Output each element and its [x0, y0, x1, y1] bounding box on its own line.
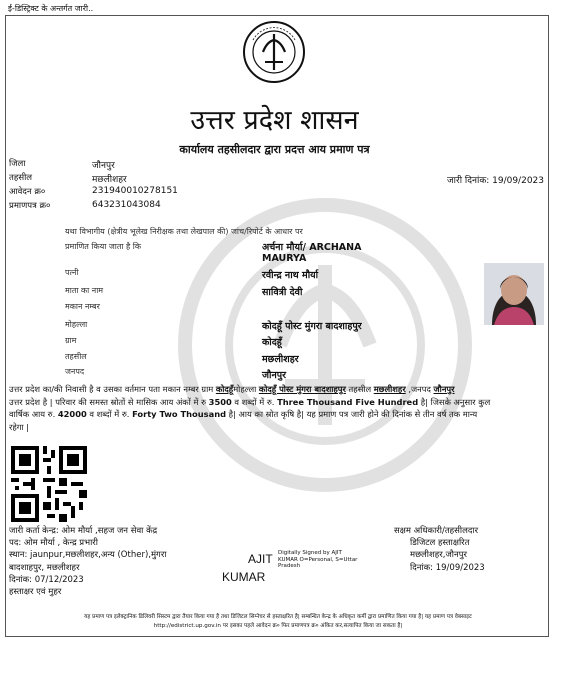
issue-date: जारी दिनांक: 19/09/2023: [447, 176, 544, 186]
authority-place: मछलीशहर,जौनपुर: [410, 550, 468, 561]
person-value-name: अर्चना मौर्या/ ARCHANA: [262, 242, 362, 253]
person-label-certified: प्रमाणित किया जाता है कि: [65, 242, 142, 251]
person-label-mother: माता का नाम: [65, 286, 104, 295]
detail-value-district: जौनपुर: [92, 161, 115, 171]
authority-block: [394, 525, 485, 574]
person-label-tehsil: तहसील: [65, 352, 87, 361]
detail-label-certificate-no: प्रमाणपत्र क्र०: [9, 201, 51, 211]
issuer-signature-label: हस्ताक्षर एवं मुहर: [9, 587, 62, 598]
person-label-mohalla: मोहल्ला: [65, 320, 88, 329]
applicant-photo: [484, 263, 544, 325]
person-label-village: ग्राम: [65, 336, 77, 345]
detail-label-district: जिला: [9, 159, 26, 169]
document-subtitle: कार्यालय तहसीलदार द्वारा प्रदत्त आय प्रमाण पत्र: [179, 143, 370, 156]
qr-code[interactable]: [11, 446, 87, 522]
body-paragraph: उत्तर प्रदेश का/की निवासी है व उसका वर्तमान पता मकान नम्बर ग्राम कोदहूँमोहल्ला कोदहूँ पोस्ट मुंगरा बादशाहपुर तहसील मछलीशहर ,जनपद जौनपुर उत्तर प्रदेश है | परिवार की समस्त स्रोतों से मासिक आय अंकों में रु 3500 व शब्दों में रु. Three Thousand Five Hundred है| जिसके अनुसार कुल वार्षिक आय रु. 42000 व शब्दों में रु. Forty Two Thousand है| आय का स्रोत कृषि है| यह प्रमाण पत्र जारी होने की दिनांक से तीन वर्ष तक मान्य रहेगा |: [9, 384, 491, 432]
detail-value-tehsil: मछलीशहर: [92, 175, 127, 185]
person-value-spouse: रवीन्द्र नाथ मौर्या: [262, 270, 319, 281]
detail-label-application-no: आवेदन क्र०: [9, 187, 46, 197]
document-title: उत्तर प्रदेश शासन: [190, 105, 359, 136]
person-value-village: कोदहूँ: [262, 337, 282, 348]
issuer-place-2: बादशाहपुर, मछलीशहर: [9, 562, 80, 573]
person-value-name-2: MAURYA: [262, 253, 307, 264]
authority-digital: डिजिटल हस्ताक्षरित: [410, 538, 470, 549]
issuer-post: पद: ओम मौर्या , केन्द्र प्रभारी: [9, 538, 98, 549]
footer-note: यह प्रमाण पत्र इलेक्ट्रानिक डिलिवरी सिस्टम द्वारा तैयार किया गया है तथा डिजिटल सिग्नेचर से हस्ताक्षरित है| सम्बन्धित केन्द्र के अधिकृत कर्मी द्वारा प्रमाणित किया गया है| यह प्रमाण पत्र वेबसाइट http://edistrict.up.gov.in पर इसका पहले आवेदन क्र० फिर प्रमाणपत्र क्र० अंकित कर,सत्यापित किया जा सकता है|: [84, 614, 472, 629]
authority-title: सक्षम अधिकारी/तहसीलदार: [394, 526, 479, 536]
detail-value-application-no: 231940010278151: [92, 186, 178, 196]
detail-value-certificate-no: 643231043084: [92, 200, 161, 210]
person-label-spouse: पत्नी: [65, 268, 79, 277]
issuer-date: दिनांक: 07/12/2023: [9, 574, 84, 585]
digital-signature-details: Digitally Signed by AJIT KUMAR O=Personal, S=Uttar Pradesh: [278, 550, 358, 569]
detail-label-tehsil: तहसील: [9, 173, 33, 183]
issuer-center: जारी कर्ता केन्द्र: ओम मौर्या ,सहज जन सेवा केंद्र: [9, 526, 158, 536]
digital-signature-name-1: AJIT: [248, 552, 273, 566]
person-label-house: मकान नम्बर: [65, 302, 100, 311]
issuer-place: स्थान: jaunpur,मछलीशहर,अन्य (Other),मुंगरा: [9, 550, 167, 561]
top-note: ई-डिस्ट्रिक्ट के अन्तर्गत जारी..: [8, 4, 94, 13]
person-value-mohalla: कोदहूँ पोस्ट मुंगरा बादशाहपुर: [262, 321, 362, 332]
person-value-janpad: जौनपुर: [262, 370, 287, 381]
digital-signature-name-2: KUMAR: [222, 570, 266, 584]
person-value-tehsil: मछलीशहर: [262, 354, 299, 365]
intro-line: यथा विभागीय (क्षेत्रीय भूलेख निरीक्षक तथा लेखपाल की) जांच/रिपोर्ट के आधार पर: [65, 227, 303, 236]
authority-date: दिनांक: 19/09/2023: [410, 562, 485, 573]
person-value-mother: सावित्री देवी: [262, 287, 303, 298]
issuer-block: [9, 525, 167, 598]
up-emblem-icon: [241, 20, 307, 84]
person-label-janpad: जनपद: [65, 367, 85, 376]
